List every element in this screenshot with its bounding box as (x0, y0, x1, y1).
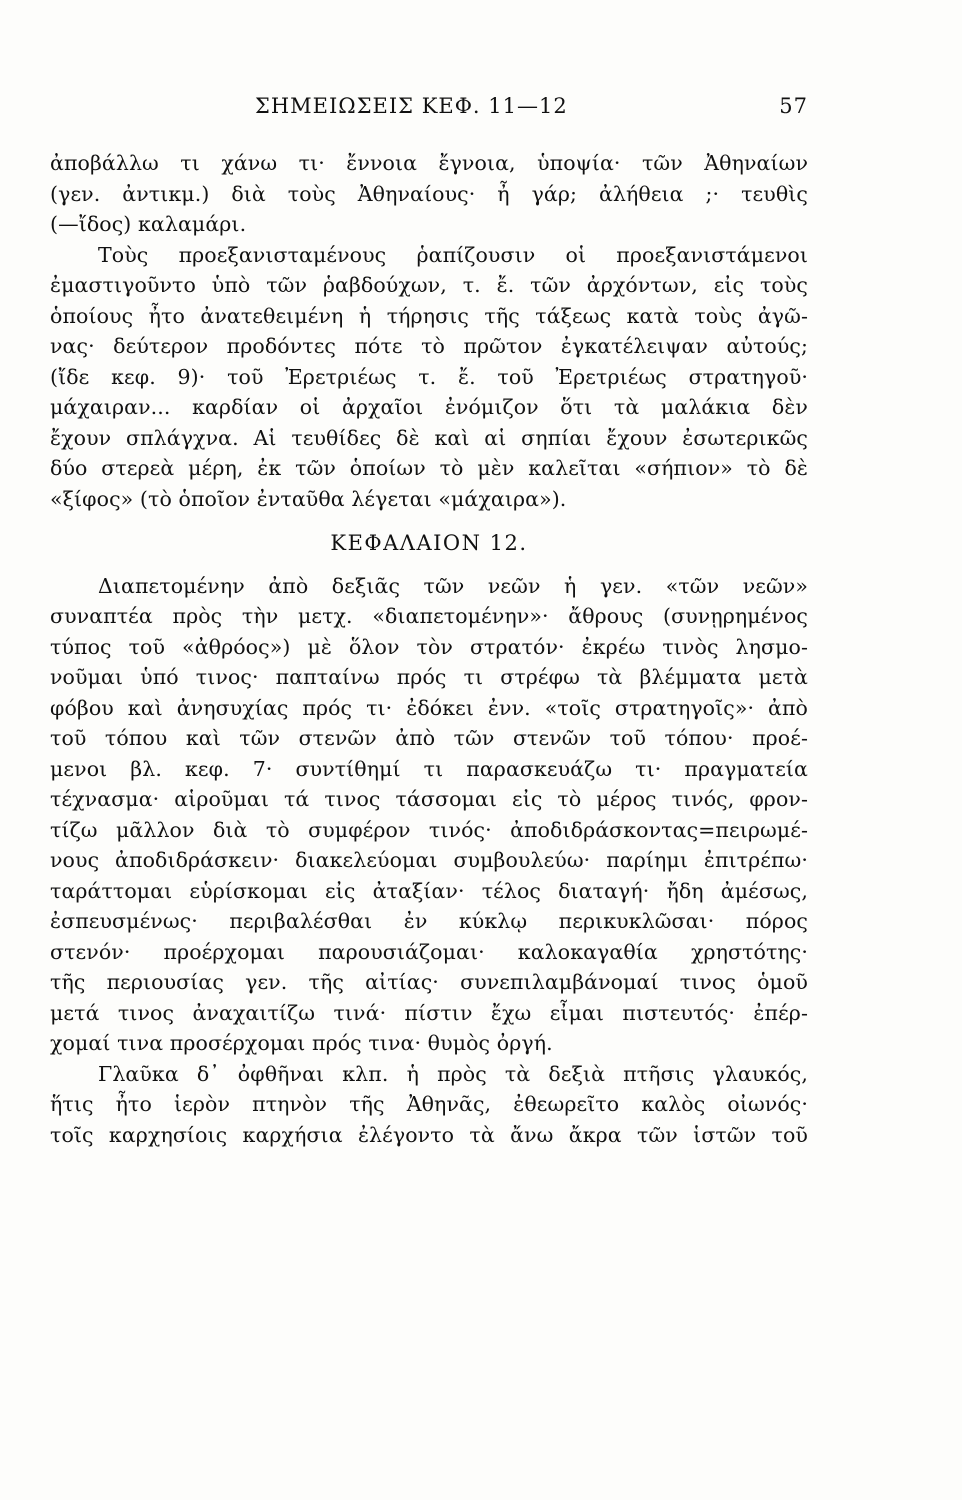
notes-section-ch12 (50, 571, 808, 1151)
text-line: δύο στερεὰ μέρη, ἐκ τῶν ὁποίων τὸ μὲν καλεῖται «σήπιον» τὸ δὲ (50, 456, 808, 480)
text-line: τέχνασμα· αἱροῦμαι τά τινος τάσσομαι εἰς τὸ μέρος τινός, φρον- (50, 787, 808, 811)
text-line: ἀποβάλλω τι χάνω τι· ἔννοια ἔγνοια, ὑποψία· τῶν Ἀθηναίων (50, 151, 808, 175)
text-line: Τοὺς προεξανισταμένους ῥαπίζουσιν οἱ προεξανιστάμενοι (98, 242, 808, 267)
text-line: νας· δεύτερον προδόντες πότε τὸ πρῶτον ἐγκατέλειψαν αὐτούς; (50, 334, 808, 358)
text-line: συναπτέα πρὸς τὴν μετχ. «διαπετομένην»· ἄθρους (συνῃρημένος (50, 604, 808, 628)
running-title: ΣΗΜΕΙΩΣΕΙΣ ΚΕΦ. 11—12 (255, 94, 568, 118)
text-line: ἔχουν σπλάγχνα. Αἱ τευθίδες δὲ καὶ αἱ σηπίαι ἔχουν ἐσωτερικῶς (50, 425, 808, 450)
text-line: Γλαῦκα δ᾿ ὀφθῆναι κλπ. ἡ πρὸς τὰ δεξιὰ πτῆσις γλαυκός, (98, 1061, 808, 1086)
text-line: στενόν· προέρχομαι παρουσιάζομαι· καλοκαγαθία χρηστότης· (50, 939, 808, 964)
text-line: τύπος τοῦ «ἀθρόος») μὲ ὅλον τὸν στρατόν· ἐκρέω τινὸς λησμο- (50, 634, 808, 659)
running-head (50, 94, 808, 128)
text-line: τοῦ τόπου καὶ τῶν στενῶν ἀπὸ τῶν στενῶν τοῦ τόπου· προέ- (50, 726, 808, 750)
text-line: ἥτις ἦτο ἱερὸν πτηνὸν τῆς Ἀθηνᾶς, ἐθεωρεῖτο καλὸς οἰωνός· (50, 1092, 808, 1116)
text-line: νους ἀποδιδράσκειν· διακελεύομαι συμβουλεύω· παρίημι ἐπιτρέπω· (50, 848, 808, 872)
text-line: ὁποίους ἦτο ἀνατεθειμένη ἡ τήρησις τῆς τάξεως κατὰ τοὺς ἀγῶ- (50, 303, 808, 328)
notes-section-ch11 (50, 148, 808, 514)
text-line: νοῦμαι ὑπό τινος· παπταίνω πρός τι στρέφω τὰ βλέμματα μετὰ (50, 665, 808, 689)
page-number: 57 (779, 94, 808, 118)
text-line: «ξίφος» (τὸ ὁποῖον ἐνταῦθα λέγεται «μάχαιρα»). (50, 486, 567, 511)
text-line: φόβου καὶ ἀνησυχίας πρός τι· ἐδόκει ἐνν. «τοῖς στρατηγοῖς»· ἀπὸ (50, 695, 808, 720)
text-line: ταράττομαι εὑρίσκομαι εἰς ἀταξίαν· τέλος διαταγή· ἤδη ἀμέσως, (50, 878, 808, 903)
text-line: μενοι βλ. κεφ. 7· συντίθημί τι παρασκευάζω τι· πραγματεία (50, 756, 808, 781)
text-line: μάχαιραν... καρδίαν οἱ ἀρχαῖοι ἐνόμιζον ὅτι τὰ μαλάκια δὲν (50, 395, 808, 419)
text-line: χομαί τινα προσέρχομαι πρός τινα· θυμὸς ὀργή. (50, 1031, 553, 1055)
text-line: μετά τινος ἀναχαιτίζω τινά· πίστιν ἔχω εἶμαι πιστευτός· ἐπέρ- (50, 1000, 808, 1025)
text-line: Διαπετομένην ἀπὸ δεξιᾶς τῶν νεῶν ἡ γεν. «τῶν νεῶν» (98, 573, 808, 598)
text-line: (γεν. ἀντικμ.) διὰ τοὺς Ἀθηναίους· ἦ γάρ; ἀλήθεια ;· τευθὶς (50, 181, 808, 206)
text-line: τοῖς καρχησίοις καρχήσια ἐλέγοντο τὰ ἄνω ἄκρα τῶν ἱστῶν τοῦ (50, 1122, 808, 1147)
text-line: τίζω μᾶλλον διὰ τὸ συμφέρον τινός· ἀποδιδράσκοντας=πειρωμέ- (50, 817, 808, 842)
text-line: (—ἴδος) καλαμάρι. (50, 212, 247, 236)
text-line: ἐμαστιγοῦντο ὑπὸ τῶν ῥαβδούχων, τ. ἔ. τῶν ἀρχόντων, εἰς τοὺς (50, 273, 808, 297)
chapter-heading: ΚΕΦΑΛΑΙΟΝ 12. (330, 531, 528, 555)
page (50, 94, 808, 1150)
text-line: τῆς περιουσίας γεν. τῆς αἰτίας· συνεπιλαμβάνομαί τινος ὁμοῦ (50, 970, 808, 994)
text-line: (ἴδε κεφ. 9)· τοῦ Ἐρετριέως τ. ἔ. τοῦ Ἐρετριέως στρατηγοῦ· (50, 364, 808, 389)
text-line: ἐσπευσμένως· περιβαλέσθαι ἐν κύκλῳ περικυκλῶσαι· πόρος (50, 909, 808, 933)
